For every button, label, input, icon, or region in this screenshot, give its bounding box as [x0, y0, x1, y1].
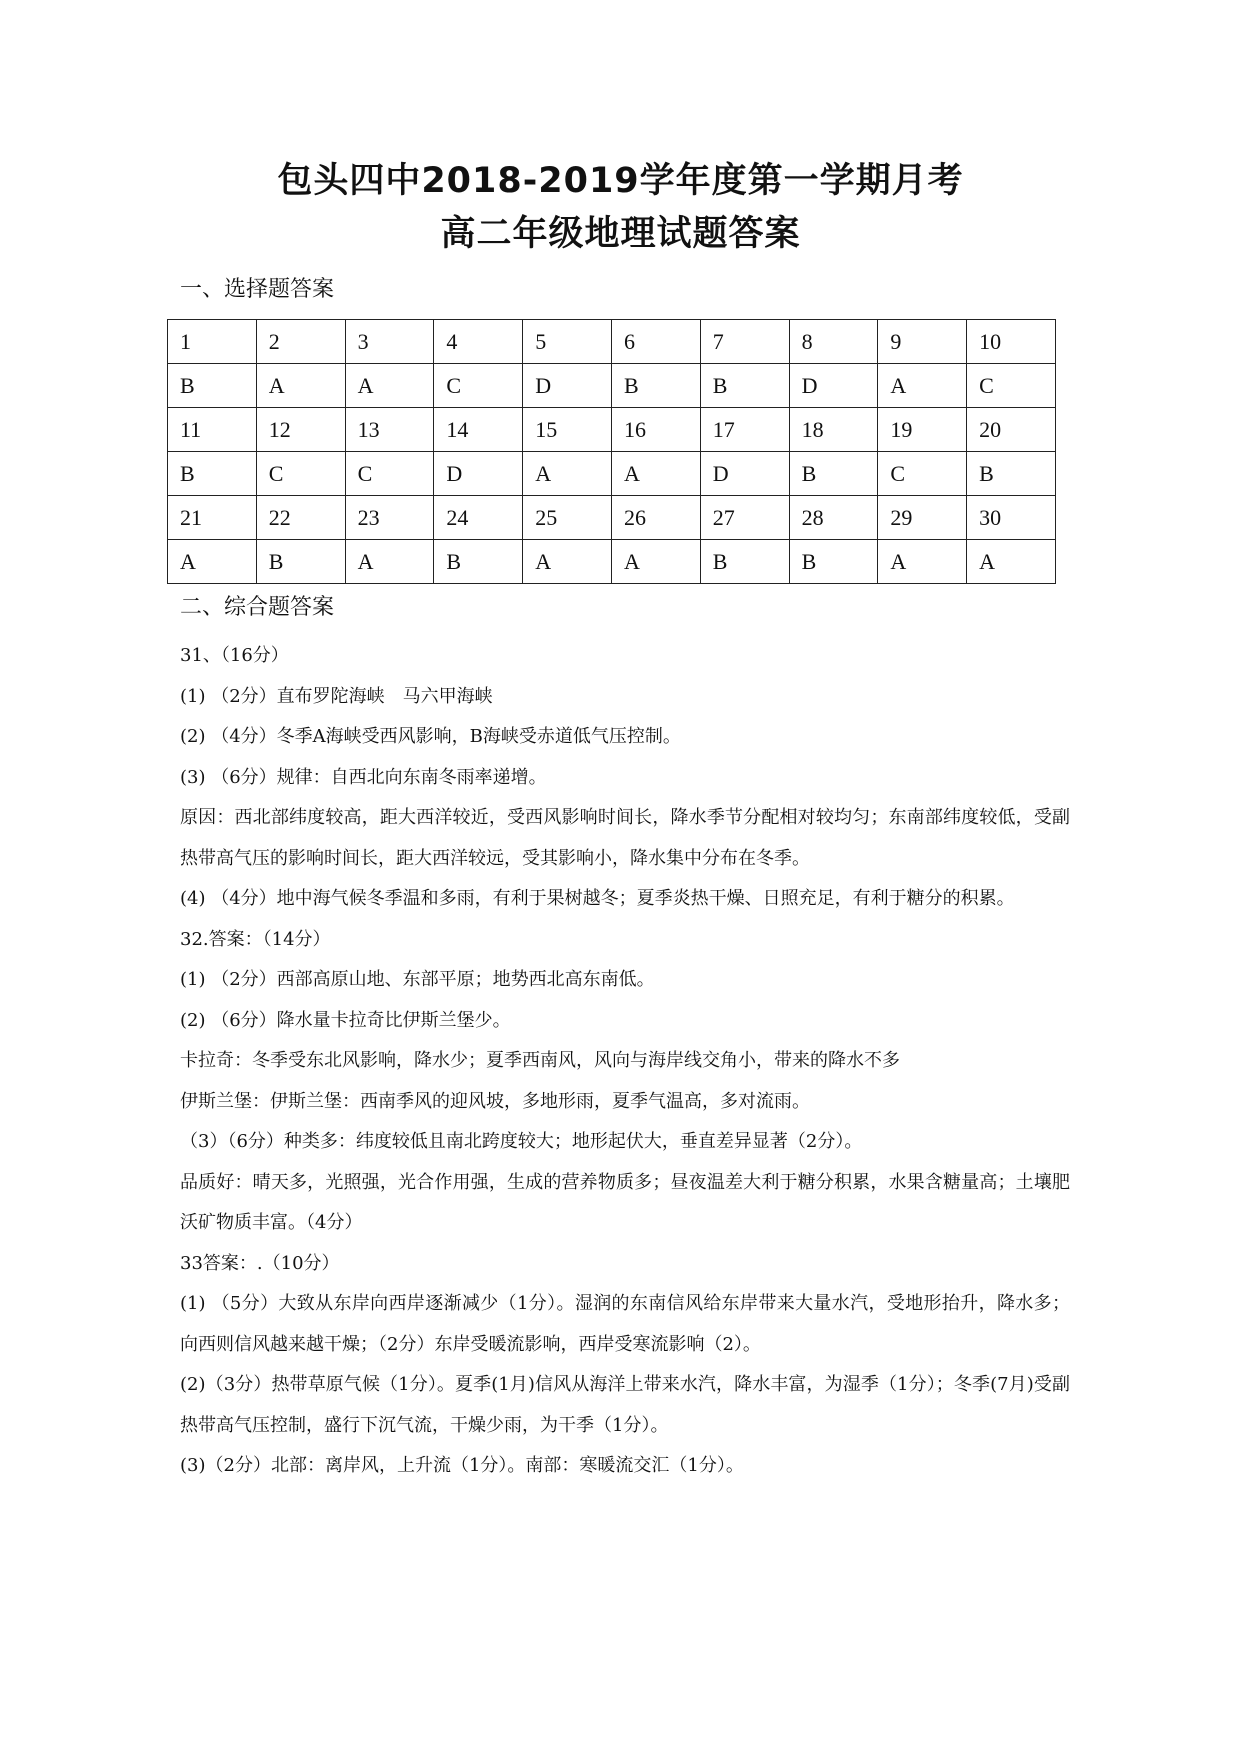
- question-number-cell: 13: [345, 408, 434, 452]
- answer-cell: A: [168, 540, 257, 584]
- answer-cell: B: [789, 452, 878, 496]
- answer-cell: C: [878, 452, 967, 496]
- section-heading-comprehensive: 二、综合题答案: [180, 595, 335, 620]
- answer-cell: C: [434, 364, 523, 408]
- answer-line: 原因：西北部纬度较高，距大西洋较近，受西风影响时间长，降水季节分配相对较均匀；东南部纬度较低，受副热带高气压的影响时间长，距大西洋较远，受其影响小，降水集中分布在冬季。: [180, 807, 1070, 869]
- question-number-cell: 28: [789, 496, 878, 540]
- question-number-cell: 4: [434, 320, 523, 364]
- answer-cell: A: [345, 364, 434, 408]
- answer-cell: A: [878, 540, 967, 584]
- answer-row: [168, 540, 1056, 584]
- answer-cell: D: [434, 452, 523, 496]
- answer-line: (4) （4分）地中海气候冬季温和多雨，有利于果树越冬；夏季炎热干燥、日照充足，有利于糖分的积累。: [180, 888, 1015, 909]
- answer-line: 32.答案：（14分）: [180, 928, 331, 950]
- question-number-cell: 21: [168, 496, 257, 540]
- answer-cell: B: [168, 364, 257, 408]
- question-number-cell: 18: [789, 408, 878, 452]
- question-number-cell: 22: [256, 496, 345, 540]
- answer-line: (1) （2分）直布罗陀海峡 马六甲海峡: [180, 685, 493, 707]
- answer-cell: B: [789, 540, 878, 584]
- answer-cell: B: [967, 452, 1056, 496]
- answer-cell: B: [611, 364, 700, 408]
- section-heading-choice: 一、选择题答案: [180, 277, 335, 302]
- answer-cell: A: [611, 452, 700, 496]
- question-number-cell: 9: [878, 320, 967, 364]
- answer-line: 卡拉奇：冬季受东北风影响，降水少；夏季西南风，风向与海岸线交角小，带来的降水不多: [180, 1050, 900, 1071]
- answer-cell: B: [700, 540, 789, 584]
- answer-line: (3) （6分）规律：自西北向东南冬雨率递增。: [180, 766, 547, 788]
- question-number-cell: 19: [878, 408, 967, 452]
- answer-cell: B: [700, 364, 789, 408]
- answer-cell: D: [789, 364, 878, 408]
- question-number-cell: 25: [523, 496, 612, 540]
- answer-line: (2) （6分）降水量卡拉奇比伊斯兰堡少。: [180, 1009, 511, 1031]
- answer-line: 品质好：晴天多，光照强，光合作用强，生成的营养物质多；昼夜温差大利于糖分积累，水果含糖量高；土壤肥沃矿物质丰富。（4分）: [180, 1171, 1070, 1233]
- question-number-cell: 26: [611, 496, 700, 540]
- answer-cell: B: [434, 540, 523, 584]
- page-title: 包头四中2018-2019学年度第一学期月考: [277, 161, 964, 201]
- question-number-cell: 17: [700, 408, 789, 452]
- question-number-row: [168, 408, 1056, 452]
- question-number-cell: 11: [168, 408, 257, 452]
- answer-line: (1) （2分）西部高原山地、东部平原；地势西北高东南低。: [180, 969, 655, 990]
- question-number-cell: 23: [345, 496, 434, 540]
- question-number-cell: 24: [434, 496, 523, 540]
- question-number-cell: 30: [967, 496, 1056, 540]
- comprehensive-answers: [180, 636, 1070, 1487]
- question-number-cell: 27: [700, 496, 789, 540]
- question-number-cell: 12: [256, 408, 345, 452]
- answer-line: (3)（2分）北部：离岸风，上升流（1分）。南部：寒暖流交汇（1分）。: [180, 1455, 744, 1476]
- answer-cell: C: [967, 364, 1056, 408]
- answer-line: (1) （5分）大致从东岸向西岸逐渐减少（1分）。湿润的东南信风给东岸带来大量水汽，受地形抬升，降水多；向西则信风越来越干燥；（2分）东岸受暖流影响，西岸受寒流影响（2）。: [180, 1293, 1070, 1355]
- question-number-cell: 6: [611, 320, 700, 364]
- answer-cell: A: [345, 540, 434, 584]
- question-number-cell: 10: [967, 320, 1056, 364]
- answer-cell: B: [168, 452, 257, 496]
- page-subtitle: 高二年级地理试题答案: [440, 214, 801, 254]
- answer-line: 31、（16分）: [180, 645, 289, 666]
- question-number-cell: 8: [789, 320, 878, 364]
- question-number-cell: 7: [700, 320, 789, 364]
- answer-cell: D: [700, 452, 789, 496]
- question-number-row: [168, 320, 1056, 364]
- answer-cell: B: [256, 540, 345, 584]
- answer-cell: A: [878, 364, 967, 408]
- answer-line: (2)（3分）热带草原气候（1分）。夏季(1月)信风从海洋上带来水汽，降水丰富，为湿季（1分）；冬季(7月)受副热带高气压控制，盛行下沉气流，干燥少雨，为干季（1分）。: [180, 1374, 1070, 1436]
- answer-cell: A: [967, 540, 1056, 584]
- answer-cell: A: [523, 540, 612, 584]
- question-number-cell: 2: [256, 320, 345, 364]
- question-number-cell: 14: [434, 408, 523, 452]
- question-number-cell: 16: [611, 408, 700, 452]
- answer-cell: A: [611, 540, 700, 584]
- answer-cell: C: [256, 452, 345, 496]
- question-number-cell: 5: [523, 320, 612, 364]
- answer-line: (2) （4分）冬季A海峡受西风影响，B海峡受赤道低气压控制。: [180, 726, 681, 747]
- answer-row: [168, 452, 1056, 496]
- answer-cell: A: [256, 364, 345, 408]
- question-number-cell: 15: [523, 408, 612, 452]
- question-number-row: [168, 496, 1056, 540]
- answer-cell: C: [345, 452, 434, 496]
- answer-cell: A: [523, 452, 612, 496]
- answer-cell: D: [523, 364, 612, 408]
- answer-line: 33答案：.（10分）: [180, 1252, 340, 1274]
- answer-line: （3）（6分）种类多：纬度较低且南北跨度较大；地形起伏大，垂直差异显著（2分）。: [180, 1131, 863, 1152]
- choice-answer-table: [167, 319, 1056, 584]
- question-number-cell: 20: [967, 408, 1056, 452]
- question-number-cell: 3: [345, 320, 434, 364]
- answer-line: 伊斯兰堡：伊斯兰堡：西南季风的迎风坡，多地形雨，夏季气温高，多对流雨。: [180, 1090, 810, 1112]
- question-number-cell: 29: [878, 496, 967, 540]
- answer-row: [168, 364, 1056, 408]
- question-number-cell: 1: [168, 320, 257, 364]
